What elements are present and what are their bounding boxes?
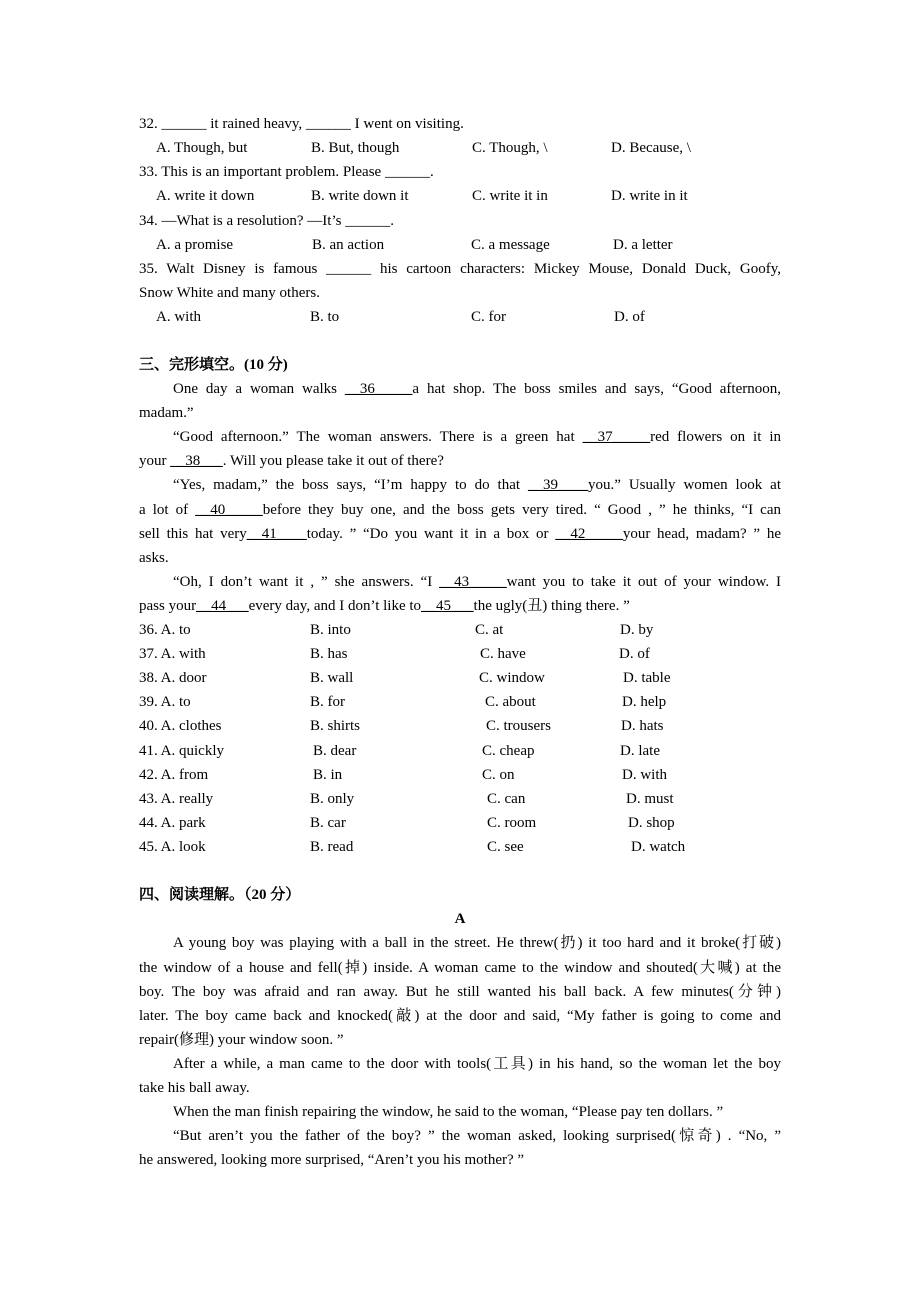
cloze-line-7: sell this hat very__41____today. ” “Do you want it in a box or __42_____your head, madam? ” he	[139, 526, 782, 542]
cloze-option-row: 36. A. to	[139, 622, 191, 638]
cloze-option-row: 43. A. really	[139, 791, 214, 807]
cloze-option-c: C. see	[487, 839, 524, 855]
section-4-title: 四、阅读理解。（20 分）	[139, 887, 301, 903]
cloze-option-d: D. by	[620, 622, 654, 638]
q34-option-a: A. a promise	[156, 237, 234, 253]
cloze-option-b: B. has	[310, 646, 348, 662]
cloze-option-c: C. on	[482, 767, 515, 783]
q33-option-b: B. write down it	[311, 188, 409, 204]
q35-option-a: A. with	[156, 309, 201, 325]
question-35-stem-cont: Snow White and many others.	[139, 285, 320, 301]
passage-line-6: After a while, a man came to the door with tools(工具) in his hand, so the woman let the boy	[173, 1056, 781, 1072]
cloze-option-b: B. only	[310, 791, 355, 807]
q35-option-b: B. to	[310, 309, 340, 325]
cloze-option-row: 40. A. clothes	[139, 718, 222, 734]
question-34-stem: 34. —What is a resolution? —It’s ______.	[139, 213, 394, 229]
q32-option-b: B. But, though	[311, 140, 400, 156]
cloze-option-b: B. read	[310, 839, 354, 855]
passage-line-3: boy. The boy was afraid and ran away. But he still wanted his ball back. A few minutes(分钟)	[139, 984, 781, 1000]
cloze-option-row: 37. A. with	[139, 646, 206, 662]
q32-option-c: C. Though, \	[472, 140, 548, 156]
cloze-option-row: 41. A. quickly	[139, 743, 224, 759]
cloze-option-b: B. shirts	[310, 718, 361, 734]
passage-a-title: A	[454, 911, 466, 927]
cloze-option-row: 44. A. park	[139, 815, 206, 831]
question-35-stem: 35. Walt Disney is famous ______ his cartoon characters: Mickey Mouse, Donald Duck, Goofy,	[139, 261, 781, 277]
passage-line-7: take his ball away.	[139, 1080, 250, 1096]
cloze-option-row: 45. A. look	[139, 839, 206, 855]
passage-line-9: “But aren’t you the father of the boy? ” the woman asked, looking surprised(惊奇) . “No, ”	[173, 1128, 781, 1144]
question-32-stem: 32. ______ it rained heavy, ______ I went on visiting.	[139, 116, 464, 132]
cloze-option-d: D. watch	[631, 839, 686, 855]
cloze-line-2: madam.”	[139, 405, 194, 421]
cloze-option-b: B. dear	[313, 743, 357, 759]
q33-option-d: D. write in it	[611, 188, 688, 204]
cloze-option-row: 39. A. to	[139, 694, 191, 710]
cloze-option-d: D. late	[620, 743, 660, 759]
q35-option-c: C. for	[471, 309, 506, 325]
cloze-option-d: D. must	[626, 791, 674, 807]
q32-option-d: D. Because, \	[611, 140, 691, 156]
passage-line-2: the window of a house and fell(掉) inside. A woman came to the window and shouted(大喊) at the	[139, 960, 781, 976]
cloze-option-b: B. car	[310, 815, 346, 831]
q34-option-d: D. a letter	[613, 237, 673, 253]
cloze-option-b: B. for	[310, 694, 345, 710]
cloze-option-d: D. with	[622, 767, 667, 783]
cloze-line-1: One day a woman walks __36_____a hat shop. The boss smiles and says, “Good afternoon,	[173, 381, 781, 397]
cloze-option-c: C. room	[487, 815, 537, 831]
q32-option-a: A. Though, but	[156, 140, 248, 156]
passage-line-1: A young boy was playing with a ball in the street. He threw(扔) it too hard and it broke(打破)	[173, 935, 781, 951]
cloze-option-row: 38. A. door	[139, 670, 207, 686]
q34-option-b: B. an action	[312, 237, 385, 253]
cloze-line-8: asks.	[139, 550, 169, 566]
passage-line-8: When the man finish repairing the window, he said to the woman, “Please pay ten dollars. ”	[173, 1104, 724, 1120]
cloze-option-c: C. trousers	[486, 718, 551, 734]
passage-line-4: later. The boy came back and knocked(敲) at the door and said, “My father is going to come and	[139, 1008, 781, 1024]
cloze-option-d: D. of	[619, 646, 650, 662]
cloze-line-9: “Oh, I don’t want it , ” she answers. “I __43_____want you to take it out of your window. I	[173, 574, 781, 590]
q34-option-c: C. a message	[471, 237, 550, 253]
cloze-option-c: C. can	[487, 791, 526, 807]
cloze-option-c: C. about	[485, 694, 536, 710]
cloze-option-c: C. cheap	[482, 743, 535, 759]
q35-option-d: D. of	[614, 309, 645, 325]
cloze-line-4: your __38___. Will you please take it out of there?	[139, 453, 444, 469]
q33-option-c: C. write it in	[472, 188, 548, 204]
cloze-option-d: D. shop	[628, 815, 675, 831]
section-3-title: 三、完形填空。(10 分)	[139, 357, 288, 373]
cloze-line-10: pass your__44___every day, and I don’t like to__45___the ugly(丑) thing there. ”	[139, 598, 630, 614]
question-33-stem: 33. This is an important problem. Please ______.	[139, 164, 434, 180]
cloze-option-d: D. hats	[621, 718, 664, 734]
cloze-option-d: D. help	[622, 694, 667, 710]
cloze-option-c: C. at	[475, 622, 504, 638]
cloze-option-row: 42. A. from	[139, 767, 209, 783]
cloze-option-b: B. into	[310, 622, 351, 638]
cloze-option-c: C. have	[480, 646, 526, 662]
q33-option-a: A. write it down	[156, 188, 255, 204]
passage-line-5: repair(修理) your window soon. ”	[139, 1032, 344, 1048]
cloze-line-6: a lot of __40_____before they buy one, and the boss gets very tired. “ Good , ” he thinks, “I can	[139, 502, 781, 518]
cloze-line-5: “Yes, madam,” the boss says, “I’m happy to do that __39____you.” Usually women look at	[173, 477, 781, 493]
cloze-line-3: “Good afternoon.” The woman answers. There is a green hat __37_____red flowers on it in	[173, 429, 781, 445]
cloze-option-b: B. wall	[310, 670, 354, 686]
cloze-option-d: D. table	[623, 670, 671, 686]
cloze-option-c: C. window	[479, 670, 545, 686]
cloze-option-b: B. in	[313, 767, 343, 783]
passage-line-10: he answered, looking more surprised, “Aren’t you his mother? ”	[139, 1152, 525, 1168]
